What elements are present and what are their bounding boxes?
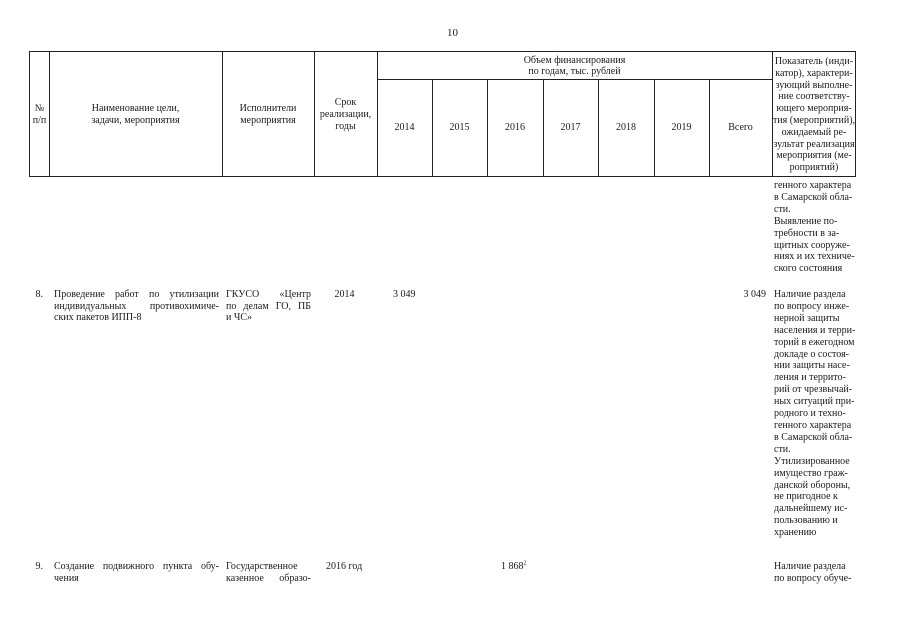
- header-year-2018: 2018: [616, 122, 636, 133]
- row-9-executors: Государственное казенное образо-: [226, 561, 311, 584]
- header-year-2014: 2014: [394, 122, 415, 133]
- header-total: Всего: [728, 122, 753, 133]
- header-indicator: Показатель (инди- катор), характери- зующий выполне- ние соответству- ющего мероприя- тия (мероприятий), ожидаемый ре- зультат реализация мероприятия (ме- роприятий): [772, 56, 856, 174]
- continuation-indicator: генного характера в Самарской обла- сти. Выявление по- требности в за- щитных сооруже- ниях и их техниче- ского состояния: [774, 180, 855, 275]
- row-8-term: 2014: [334, 289, 355, 300]
- row-8-name: Проведение работ по утилизации индивидуальных противохимиче- ских пакетов ИПП-8: [54, 289, 219, 324]
- row-9-num: 9.: [35, 561, 43, 572]
- header-year-2015: 2015: [449, 122, 470, 133]
- row-8-2014: 3 049: [393, 289, 416, 300]
- header-name: Наименование цели, задачи, мероприятия: [91, 102, 180, 126]
- header-term: Срок реализации, годы: [319, 96, 372, 132]
- header-executors: Исполнители мероприятия: [239, 102, 297, 126]
- row-9-name: Создание подвижного пункта обу- чения: [54, 561, 219, 584]
- row-8-num: 8.: [35, 289, 43, 300]
- header-year-2016: 2016: [505, 122, 525, 133]
- table-header: [29, 51, 856, 177]
- row-9-term: 2016 год: [326, 561, 363, 572]
- row-9-indicator: Наличие раздела по вопросу обуче-: [774, 561, 852, 584]
- footnote-mark: 2: [523, 560, 527, 567]
- header-funding: Объем финансирования по годам, тыс. рублей: [523, 54, 626, 77]
- row-8-total: 3 049: [743, 289, 766, 300]
- row-9-2016: 1 $868^2$: [501, 560, 527, 572]
- row-8-executors: ГКУСО «Центр по делам ГО, ПБ и ЧС»: [226, 289, 311, 324]
- header-year-2017: 2017: [560, 122, 581, 133]
- page-number: 10: [447, 27, 458, 39]
- header-num: № п/п: [32, 102, 47, 126]
- row-8-indicator: Наличие раздела по вопросу инже- нерной защиты населения и терри- торий в ежегодном докладе о состоя- нии защиты насе- ления и террито- рий от чрезвычай- ных ситуаций при- родного и техно- генного характера в Самарской обла- сти. Утилизированное имущество граж- данской обороны, не пригодное к дальнейшему ис- пользованию и хранению: [774, 289, 856, 539]
- header-year-2019: 2019: [671, 122, 692, 133]
